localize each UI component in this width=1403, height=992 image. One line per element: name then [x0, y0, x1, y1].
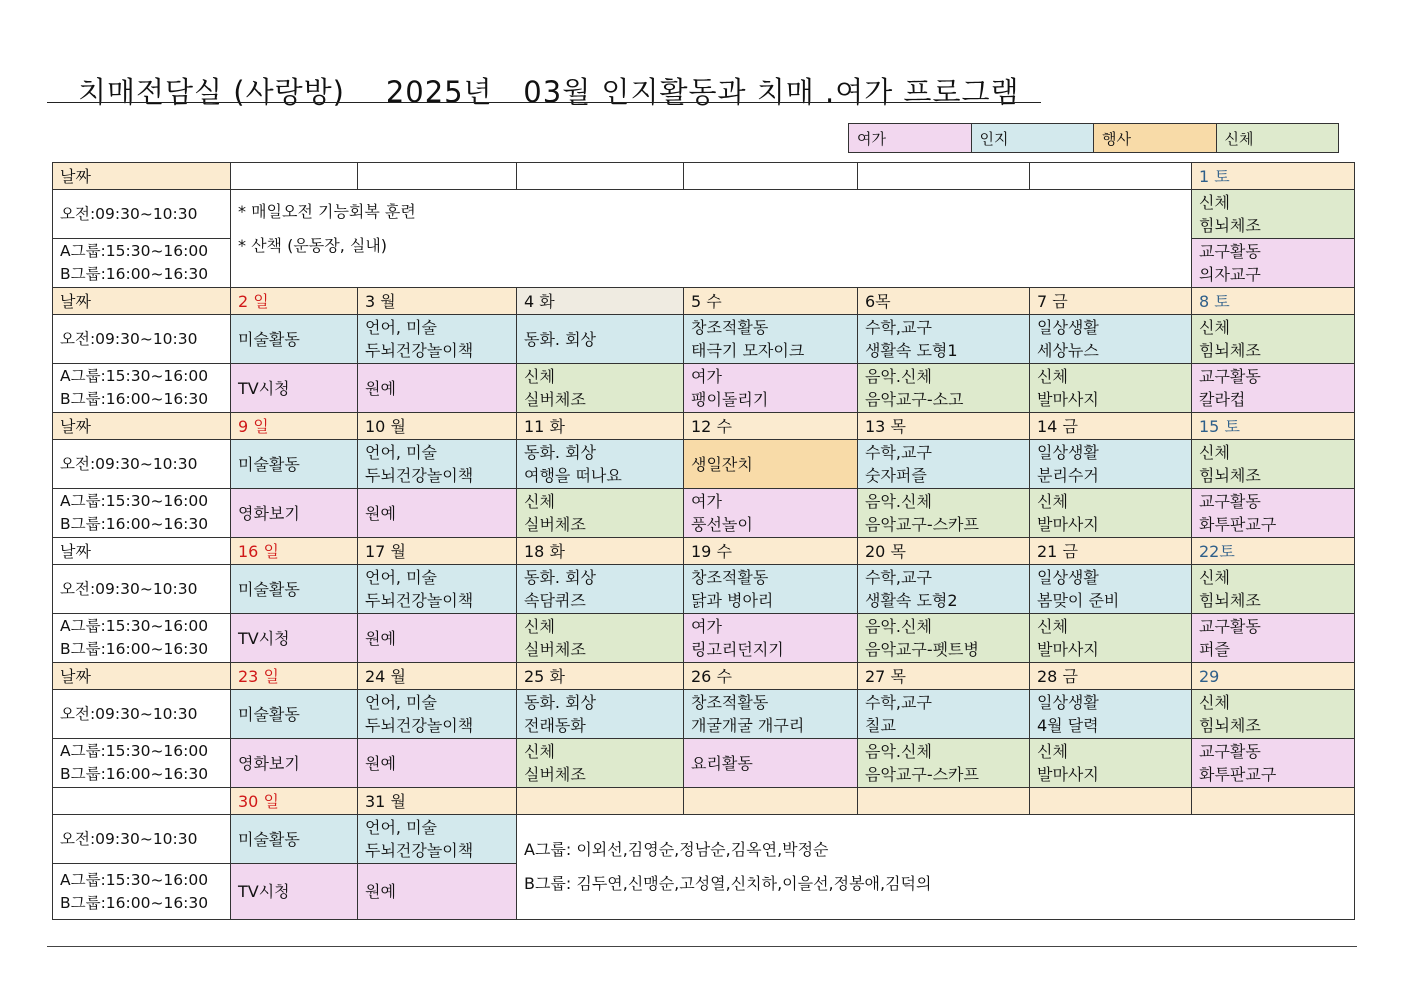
activity-line: 발마사지 — [1037, 515, 1099, 534]
activity-cell — [1192, 489, 1355, 538]
note-line: * 매일오전 기능회복 훈련 — [238, 202, 416, 221]
date-label: 날짜 — [53, 538, 231, 565]
date-cell — [684, 788, 858, 815]
date-cell: 26 수 — [684, 663, 858, 690]
activity-line: 실버체조 — [524, 640, 586, 659]
date-cell: 28 금 — [1030, 663, 1192, 690]
group-b-time: B그룹:16:00~16:30 — [60, 765, 209, 783]
activity-line: 화투판교구 — [1199, 515, 1277, 534]
activity-line: 원예 — [365, 378, 396, 398]
date-row — [53, 538, 1355, 565]
date-cell: 27 목 — [858, 663, 1030, 690]
morning-row — [53, 440, 1355, 489]
date-label: 날짜 — [53, 413, 231, 440]
activity-cell — [858, 364, 1030, 413]
legend-event: 행사 — [1094, 124, 1217, 153]
activity-line: 요리활동 — [691, 753, 753, 773]
activity-line: 음악.신체 — [865, 492, 932, 511]
date-cell — [1030, 788, 1192, 815]
activity-cell — [231, 315, 358, 364]
date-cell: 29 — [1192, 663, 1355, 690]
activity-line: 음악교구-스카프 — [865, 765, 979, 784]
activity-cell — [231, 489, 358, 538]
group-a-time: A그룹:15:30~16:00 — [60, 617, 209, 635]
activity-cell — [1030, 739, 1192, 788]
activity-line: 교구활동 — [1199, 492, 1261, 511]
activity-line: 풍선놀이 — [691, 515, 753, 534]
activity-line: 발마사지 — [1037, 765, 1099, 784]
morning-time-label: 오전:09:30~10:30 — [53, 315, 231, 364]
daily-notes — [231, 190, 1192, 288]
activity-cell — [1192, 440, 1355, 489]
activity-cell — [231, 815, 358, 864]
date-cell: 24 월 — [358, 663, 517, 690]
date-row — [53, 413, 1355, 440]
group-b-time: B그룹:16:00~16:30 — [60, 893, 209, 912]
activity-line: 생일잔치 — [691, 454, 753, 474]
activity-line: 실버체조 — [524, 765, 586, 784]
date-cell: 13 목 — [858, 413, 1030, 440]
afternoon-time-label — [53, 739, 231, 788]
activity-cell — [231, 864, 358, 920]
activity-line: 칼라컵 — [1199, 390, 1246, 409]
activity-line: TV시청 — [238, 378, 290, 398]
activity-cell — [684, 565, 858, 614]
activity-cell — [684, 364, 858, 413]
activity-line: 교구활동 — [1199, 367, 1261, 386]
activity-cell — [358, 864, 517, 920]
group-a-time: A그룹:15:30~16:00 — [60, 367, 209, 385]
activity-line: 힘뇌체조 — [1199, 591, 1261, 610]
date-cell: 6목 — [858, 288, 1030, 315]
activity-line: 일상생활 — [1037, 318, 1099, 337]
group-b-time: B그룹:16:00~16:30 — [60, 640, 209, 658]
activity-line: 언어, 미술 — [365, 443, 437, 462]
morning-time-label: 오전:09:30~10:30 — [53, 815, 231, 864]
morning-time-label: 오전:09:30~10:30 — [53, 440, 231, 489]
activity-cell — [358, 739, 517, 788]
activity-cell — [1030, 565, 1192, 614]
activity-line: 발마사지 — [1037, 640, 1099, 659]
activity-cell — [231, 565, 358, 614]
date-cell: 18 화 — [517, 538, 684, 565]
activity-line: 동화. 회상 — [524, 443, 596, 462]
date-cell: 17 월 — [358, 538, 517, 565]
schedule-table — [52, 162, 1355, 920]
activity-line: 두뇌건강놀이책 — [365, 466, 474, 485]
activity-line: 의자교구 — [1199, 265, 1261, 284]
activity-line: 미술활동 — [238, 454, 300, 474]
date-cell: 31 월 — [358, 788, 517, 815]
date-cell: 23 일 — [231, 663, 358, 690]
date-cell — [858, 163, 1030, 190]
activity-cell — [858, 565, 1030, 614]
afternoon-row — [53, 614, 1355, 663]
activity-line: 음악.신체 — [865, 367, 932, 386]
activity-line: 화투판교구 — [1199, 765, 1277, 784]
date-cell — [684, 163, 858, 190]
date-cell: 1 토 — [1192, 163, 1355, 190]
activity-line: 영화보기 — [238, 503, 300, 523]
activity-line: 속담퀴즈 — [524, 591, 586, 610]
date-cell: 9 일 — [231, 413, 358, 440]
activity-line: 교구활동 — [1199, 242, 1261, 261]
group-a-time: A그룹:15:30~16:00 — [60, 242, 209, 260]
date-cell: 8 토 — [1192, 288, 1355, 315]
activity-line: 신체 — [1199, 568, 1230, 587]
morning-row — [53, 190, 1355, 239]
activity-line: 신체 — [524, 367, 555, 386]
activity-line: 퍼즐 — [1199, 640, 1230, 659]
date-cell — [1030, 163, 1192, 190]
activity-line: 음악.신체 — [865, 742, 932, 761]
activity-cell — [517, 739, 684, 788]
activity-cell — [684, 690, 858, 739]
activity-cell — [358, 440, 517, 489]
activity-cell — [231, 614, 358, 663]
morning-row — [53, 690, 1355, 739]
activity-line: 세상뉴스 — [1037, 341, 1099, 360]
bottom-rule — [47, 946, 1357, 947]
date-cell: 15 토 — [1192, 413, 1355, 440]
activity-line: 실버체조 — [524, 390, 586, 409]
activity-line: 두뇌건강놀이책 — [365, 591, 474, 610]
activity-line: 음악교구-스카프 — [865, 515, 979, 534]
morning-row — [53, 565, 1355, 614]
activity-line: 힘뇌체조 — [1199, 716, 1261, 735]
activity-cell — [517, 315, 684, 364]
activity-line: 힘뇌체조 — [1199, 466, 1261, 485]
activity-line: 분리수거 — [1037, 466, 1099, 485]
group-a-members: A그룹: 이외선,김영순,정남순,김옥연,박정순 — [524, 840, 829, 859]
activity-cell — [517, 364, 684, 413]
activity-cell — [1192, 190, 1355, 239]
activity-line: 칠교 — [865, 716, 896, 735]
group-a-time: A그룹:15:30~16:00 — [60, 492, 209, 510]
activity-cell — [517, 614, 684, 663]
morning-time-label: 오전:09:30~10:30 — [53, 690, 231, 739]
date-cell: 20 목 — [858, 538, 1030, 565]
activity-line: 일상생활 — [1037, 693, 1099, 712]
activity-cell — [684, 315, 858, 364]
activity-cell — [1192, 239, 1355, 288]
activity-line: 힘뇌체조 — [1199, 216, 1261, 235]
title-underline — [47, 102, 1041, 103]
activity-cell — [1192, 614, 1355, 663]
activity-cell — [684, 739, 858, 788]
activity-line: 언어, 미술 — [365, 818, 437, 837]
activity-line: 개굴개굴 개구리 — [691, 716, 805, 735]
activity-line: 힘뇌체조 — [1199, 341, 1261, 360]
afternoon-time-label — [53, 864, 231, 920]
activity-line: 생활속 도형2 — [865, 591, 958, 610]
activity-line: 창조적활동 — [691, 568, 769, 587]
activity-line: 교구활동 — [1199, 617, 1261, 636]
activity-line: 일상생활 — [1037, 443, 1099, 462]
activity-line: 음악교구-소고 — [865, 390, 964, 409]
activity-line: 언어, 미술 — [365, 318, 437, 337]
group-b-time: B그룹:16:00~16:30 — [60, 265, 209, 283]
activity-line: 신체 — [524, 492, 555, 511]
afternoon-row — [53, 364, 1355, 413]
afternoon-time-label — [53, 364, 231, 413]
date-cell: 16 일 — [231, 538, 358, 565]
group-b-time: B그룹:16:00~16:30 — [60, 515, 209, 533]
legend-leisure: 여가 — [849, 124, 972, 153]
activity-line: 4월 달력 — [1037, 716, 1099, 735]
activity-cell — [358, 815, 517, 864]
activity-cell — [858, 690, 1030, 739]
activity-line: 원예 — [365, 753, 396, 773]
activity-line: 신체 — [1037, 617, 1068, 636]
activity-line: 미술활동 — [238, 579, 300, 599]
activity-line: 영화보기 — [238, 753, 300, 773]
activity-cell — [231, 440, 358, 489]
group-roster — [517, 815, 1355, 920]
activity-line: 발마사지 — [1037, 390, 1099, 409]
activity-line: 미술활동 — [238, 704, 300, 724]
date-cell — [858, 788, 1030, 815]
afternoon-time-label — [53, 239, 231, 288]
activity-line: 팽이돌리기 — [691, 390, 769, 409]
activity-cell — [1030, 440, 1192, 489]
activity-cell — [517, 690, 684, 739]
activity-line: 신체 — [524, 742, 555, 761]
activity-cell — [1192, 565, 1355, 614]
morning-row — [53, 815, 1355, 864]
activity-cell — [517, 489, 684, 538]
activity-line: 수학,교구 — [865, 318, 932, 337]
date-cell: 22토 — [1192, 538, 1355, 565]
activity-cell — [1192, 690, 1355, 739]
activity-line: 여가 — [691, 617, 722, 636]
date-cell: 21 금 — [1030, 538, 1192, 565]
activity-line: 일상생활 — [1037, 568, 1099, 587]
activity-line: 두뇌건강놀이책 — [365, 716, 474, 735]
morning-time-label: 오전:09:30~10:30 — [53, 190, 231, 239]
date-cell: 25 화 — [517, 663, 684, 690]
activity-line: 신체 — [524, 617, 555, 636]
activity-cell — [517, 440, 684, 489]
activity-line: 음악.신체 — [865, 617, 932, 636]
activity-line: 원예 — [365, 628, 396, 648]
date-cell: 30 일 — [231, 788, 358, 815]
activity-line: 수학,교구 — [865, 568, 932, 587]
date-cell — [358, 163, 517, 190]
activity-line: 언어, 미술 — [365, 693, 437, 712]
date-cell: 10 월 — [358, 413, 517, 440]
group-b-members: B그룹: 김두연,신맹순,고성열,신치하,이을선,정봉애,김덕의 — [524, 874, 932, 893]
date-cell: 7 금 — [1030, 288, 1192, 315]
activity-cell — [517, 565, 684, 614]
date-label: 날짜 — [53, 288, 231, 315]
activity-line: 여가 — [691, 367, 722, 386]
activity-line: 태극기 모자이크 — [691, 341, 805, 360]
activity-cell — [1192, 315, 1355, 364]
activity-cell — [231, 739, 358, 788]
activity-cell — [1030, 690, 1192, 739]
morning-row — [53, 315, 1355, 364]
activity-line: 음악교구-펫트병 — [865, 640, 979, 659]
page-title: 치매전담실 (사랑방) 2025년 03월 인지활동과 치매 .여가 프로그램 — [78, 75, 1020, 109]
activity-cell — [684, 440, 858, 489]
activity-line: 동화. 회상 — [524, 329, 596, 349]
date-row — [53, 163, 1355, 190]
activity-cell — [358, 489, 517, 538]
activity-cell — [1030, 315, 1192, 364]
activity-line: 실버체조 — [524, 515, 586, 534]
activity-cell — [358, 315, 517, 364]
activity-line: 숫자퍼즐 — [865, 466, 927, 485]
afternoon-time-label — [53, 614, 231, 663]
activity-line: 수학,교구 — [865, 443, 932, 462]
legend-cognitive: 인지 — [971, 124, 1094, 153]
activity-line: TV시청 — [238, 882, 290, 901]
date-cell — [517, 788, 684, 815]
activity-line: 신체 — [1037, 742, 1068, 761]
date-cell — [231, 163, 358, 190]
activity-cell — [858, 315, 1030, 364]
activity-line: 생활속 도형1 — [865, 341, 958, 360]
date-row — [53, 288, 1355, 315]
activity-line: 신체 — [1199, 443, 1230, 462]
activity-line: 신체 — [1199, 193, 1230, 212]
activity-line: 창조적활동 — [691, 693, 769, 712]
date-cell: 12 수 — [684, 413, 858, 440]
date-cell: 19 수 — [684, 538, 858, 565]
activity-cell — [858, 614, 1030, 663]
activity-cell — [1030, 614, 1192, 663]
date-cell: 14 금 — [1030, 413, 1192, 440]
activity-cell — [358, 690, 517, 739]
morning-time-label: 오전:09:30~10:30 — [53, 565, 231, 614]
afternoon-time-label — [53, 489, 231, 538]
activity-line: 동화. 회상 — [524, 693, 596, 712]
activity-line: 수학,교구 — [865, 693, 932, 712]
date-row — [53, 663, 1355, 690]
activity-line: 신체 — [1037, 492, 1068, 511]
activity-line: 원예 — [365, 882, 396, 901]
activity-cell — [1192, 739, 1355, 788]
date-cell: 5 수 — [684, 288, 858, 315]
activity-cell — [358, 364, 517, 413]
activity-line: 신체 — [1037, 367, 1068, 386]
activity-cell — [1192, 364, 1355, 413]
activity-cell — [358, 565, 517, 614]
activity-line: 두뇌건강놀이책 — [365, 841, 474, 860]
afternoon-row — [53, 739, 1355, 788]
legend-physical: 신체 — [1216, 124, 1339, 153]
activity-line: 여행을 떠나요 — [524, 466, 622, 485]
date-cell: 11 화 — [517, 413, 684, 440]
date-label: 날짜 — [53, 663, 231, 690]
date-cell: 3 월 — [358, 288, 517, 315]
activity-line: 언어, 미술 — [365, 568, 437, 587]
activity-cell — [1030, 364, 1192, 413]
date-label: 날짜 — [53, 163, 231, 190]
activity-cell — [858, 489, 1030, 538]
date-cell — [517, 163, 684, 190]
date-cell — [1192, 788, 1355, 815]
activity-line: 원예 — [365, 503, 396, 523]
group-b-time: B그룹:16:00~16:30 — [60, 390, 209, 408]
activity-line: 신체 — [1199, 693, 1230, 712]
date-cell: 2 일 — [231, 288, 358, 315]
color-legend — [848, 123, 1339, 153]
activity-cell — [1030, 489, 1192, 538]
activity-line: 두뇌건강놀이책 — [365, 341, 474, 360]
note-line: * 산책 (운동장, 실내) — [238, 236, 388, 255]
date-label — [53, 788, 231, 815]
activity-line: 신체 — [1199, 318, 1230, 337]
activity-cell — [858, 440, 1030, 489]
activity-line: TV시청 — [238, 628, 290, 648]
activity-line: 전래동화 — [524, 716, 586, 735]
date-row — [53, 788, 1355, 815]
activity-line: 봄맞이 준비 — [1037, 591, 1120, 610]
activity-line: 링고리던지기 — [691, 640, 784, 659]
activity-line: 미술활동 — [238, 829, 300, 849]
activity-line: 닭과 병아리 — [691, 591, 774, 610]
activity-line: 미술활동 — [238, 329, 300, 349]
activity-cell — [858, 739, 1030, 788]
group-a-time: A그룹:15:30~16:00 — [60, 742, 209, 760]
afternoon-row — [53, 489, 1355, 538]
activity-line: 동화. 회상 — [524, 568, 596, 587]
activity-line: 여가 — [691, 492, 722, 511]
activity-cell — [358, 614, 517, 663]
activity-cell — [231, 690, 358, 739]
activity-cell — [684, 614, 858, 663]
activity-cell — [231, 364, 358, 413]
activity-line: 교구활동 — [1199, 742, 1261, 761]
activity-cell — [684, 489, 858, 538]
date-cell: 4 화 — [517, 288, 684, 315]
activity-line: 창조적활동 — [691, 318, 769, 337]
group-a-time: A그룹:15:30~16:00 — [60, 870, 209, 889]
